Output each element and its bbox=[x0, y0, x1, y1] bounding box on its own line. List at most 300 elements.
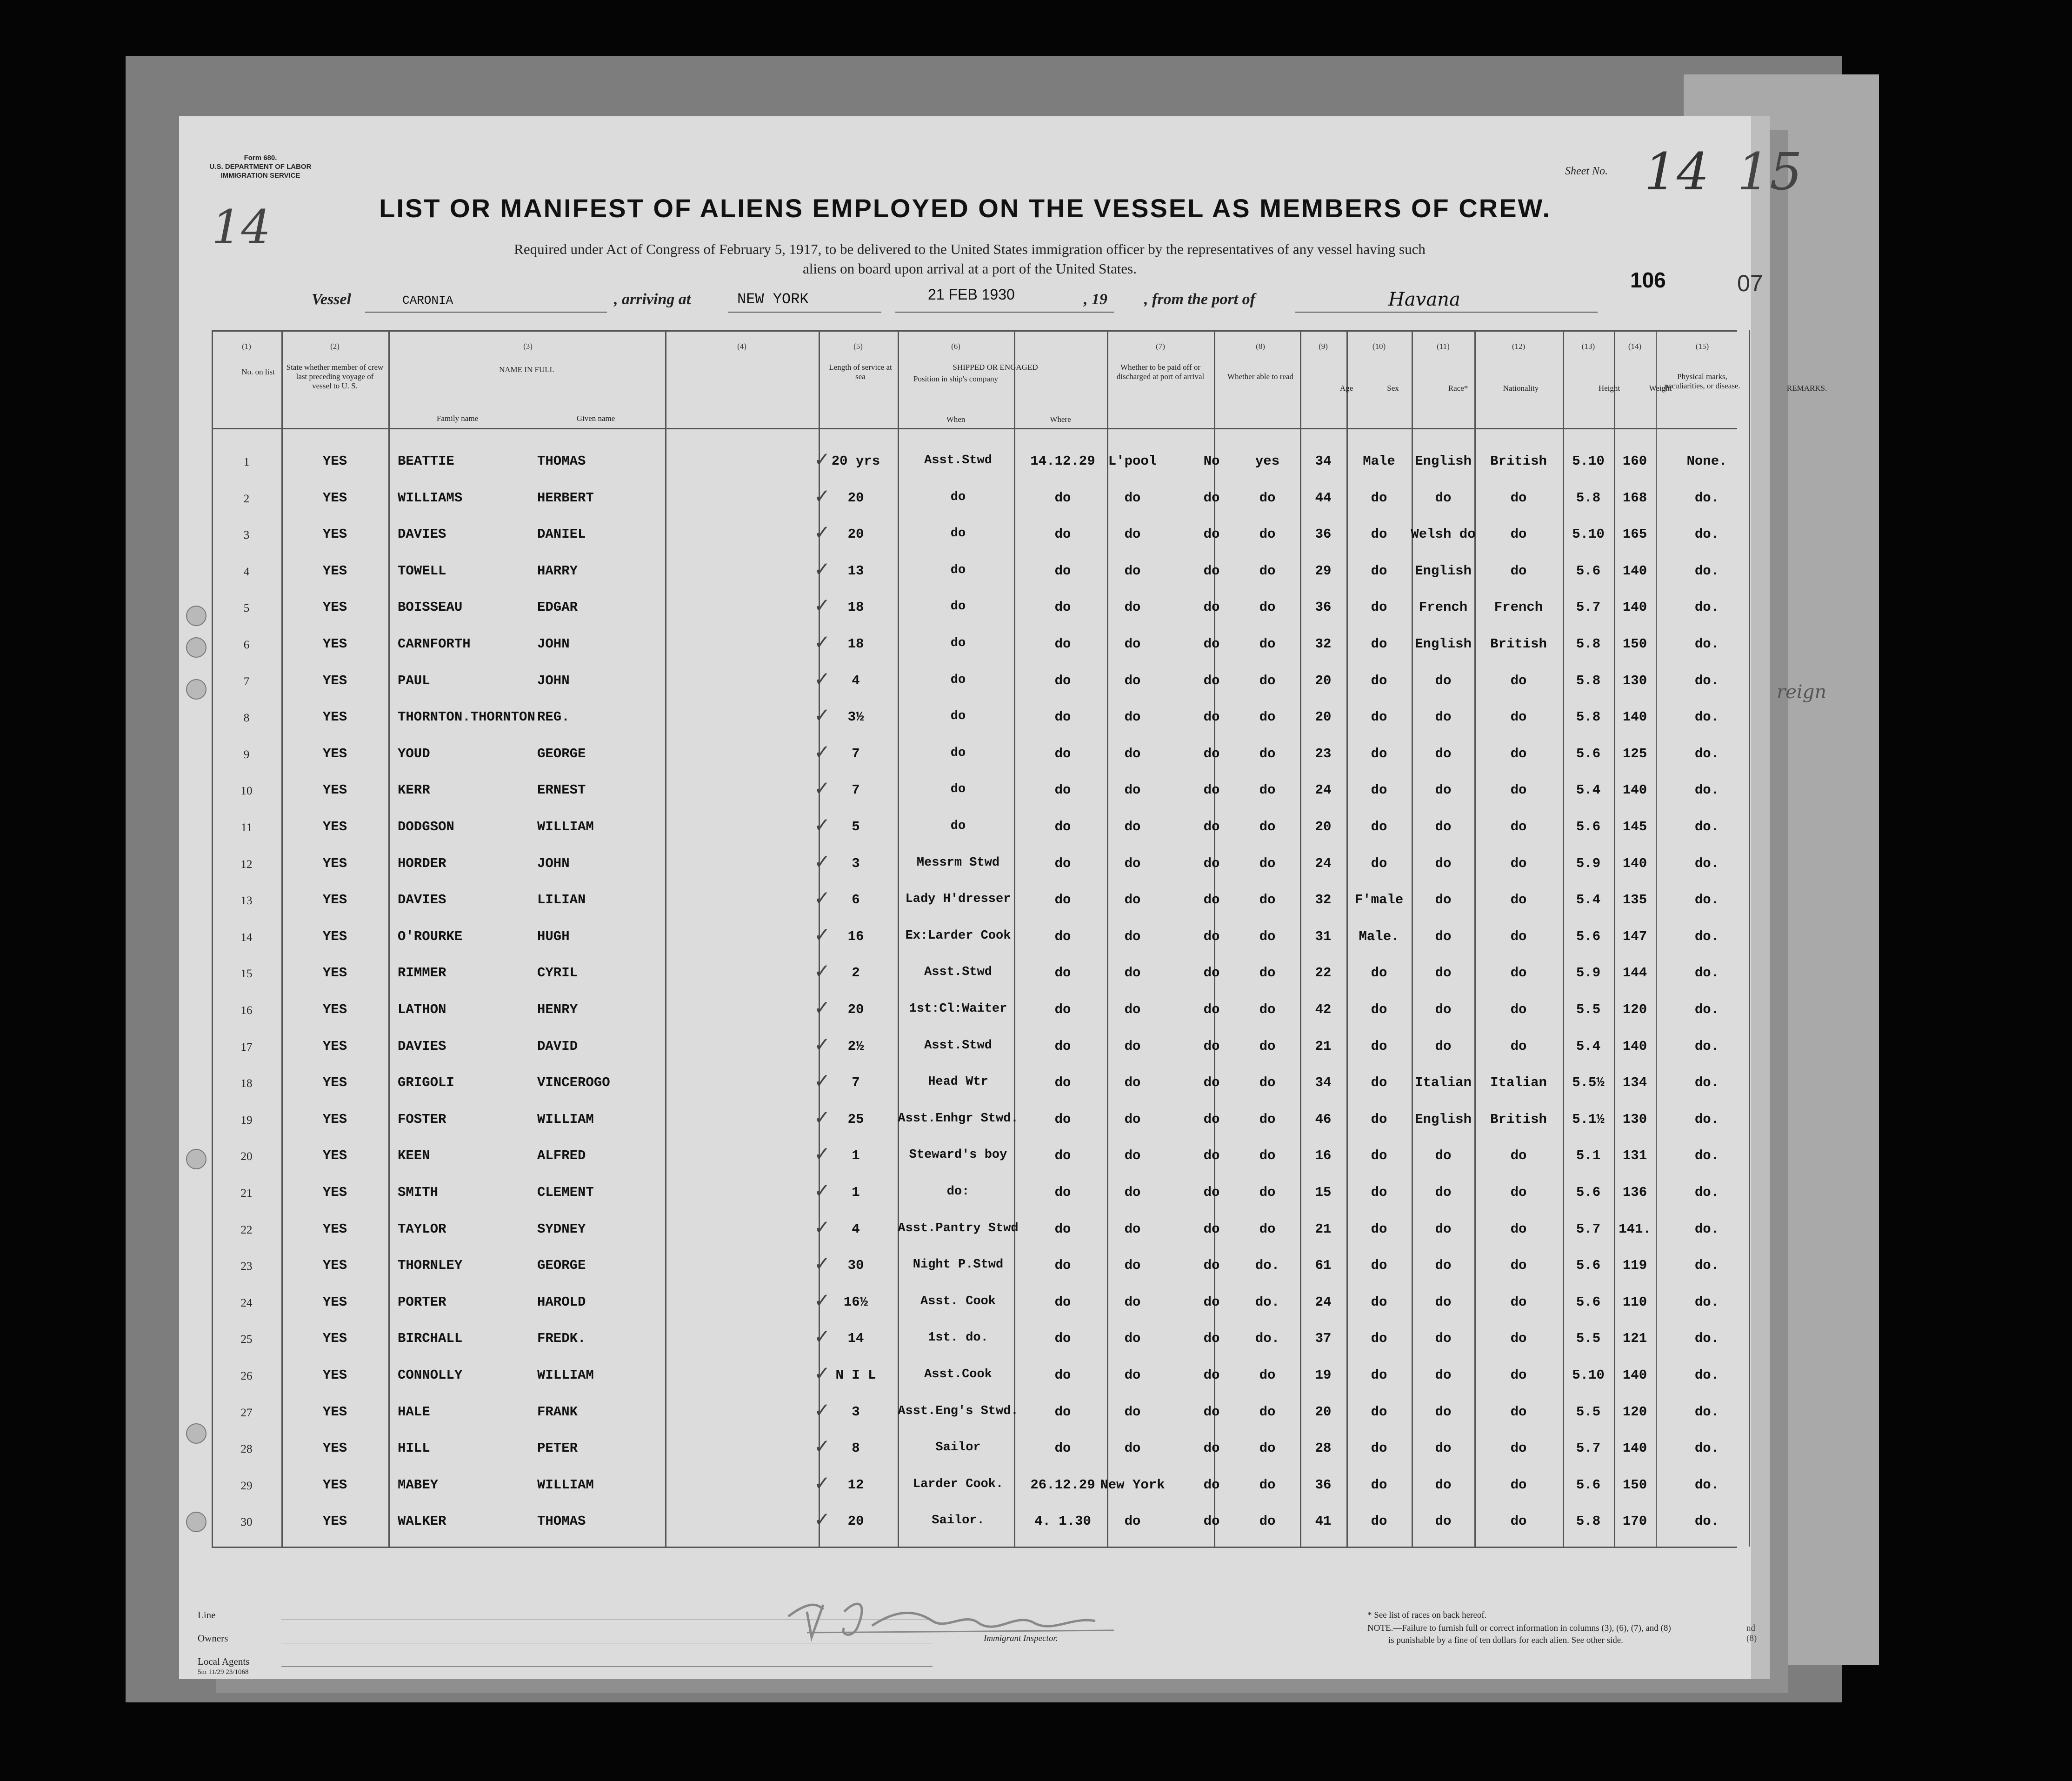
cell-height: 5.8 bbox=[1576, 1514, 1601, 1529]
cell-when: do bbox=[1054, 1441, 1071, 1456]
cell-nationality: do bbox=[1510, 1477, 1527, 1493]
cell-race: English bbox=[1415, 636, 1472, 652]
manifest-sheet bbox=[179, 116, 1827, 1679]
check-mark: ✓ bbox=[814, 777, 831, 800]
column-header-shipped: SHIPPED OR ENGAGED bbox=[953, 363, 1038, 372]
cell-race: do bbox=[1435, 1331, 1452, 1347]
cell-when: do bbox=[1054, 1294, 1071, 1310]
header-divider bbox=[212, 428, 1737, 429]
cell-marks: do. bbox=[1694, 819, 1719, 834]
check-mark: ✓ bbox=[814, 850, 831, 873]
stamp-number: 106 bbox=[1630, 268, 1666, 292]
cell-length: 3 bbox=[852, 1404, 860, 1420]
cell-given: GEORGE bbox=[537, 746, 586, 761]
cell-length: 2½ bbox=[847, 1038, 864, 1054]
cell-height: 5.8 bbox=[1576, 673, 1601, 688]
cell-given: VINCEROGO bbox=[537, 1075, 610, 1091]
cell-read: do bbox=[1259, 1404, 1276, 1420]
cell-where: do bbox=[1124, 892, 1141, 908]
cell-sex: do bbox=[1371, 1148, 1387, 1164]
cell-sex: do bbox=[1371, 673, 1387, 688]
cell-nationality: do bbox=[1510, 965, 1527, 981]
check-mark: ✓ bbox=[814, 1325, 831, 1348]
cell-when: do bbox=[1054, 563, 1071, 579]
cell-given: CYRIL bbox=[537, 965, 578, 981]
department-name: U.S. DEPARTMENT OF LABOR bbox=[209, 163, 312, 171]
cell-prev: YES bbox=[322, 855, 347, 871]
cell-age: 44 bbox=[1315, 490, 1332, 506]
cell-weight: 120 bbox=[1622, 1002, 1647, 1017]
cell-weight: 110 bbox=[1622, 1294, 1647, 1310]
cell-height: 5.6 bbox=[1576, 1258, 1601, 1274]
row-number: 9 bbox=[243, 748, 250, 761]
cell-sex: Male. bbox=[1359, 928, 1399, 944]
cell-where: do bbox=[1124, 1185, 1141, 1200]
cell-nationality: British bbox=[1490, 454, 1547, 469]
cell-height: 5.5 bbox=[1576, 1404, 1601, 1420]
cell-where: do bbox=[1124, 563, 1141, 579]
cell-prev: YES bbox=[322, 928, 347, 944]
cell-prev: YES bbox=[322, 709, 347, 725]
cell-race: do bbox=[1435, 1367, 1452, 1383]
cell-when: do bbox=[1054, 1075, 1071, 1091]
cell-paid: do bbox=[1203, 673, 1220, 688]
cell-prev: YES bbox=[322, 454, 347, 469]
arriving-port: NEW YORK bbox=[737, 291, 809, 308]
cell-race: French bbox=[1419, 600, 1468, 615]
cell-prev: YES bbox=[322, 1038, 347, 1054]
cell-family: DAVIES bbox=[398, 1038, 446, 1054]
cell-marks: do. bbox=[1694, 746, 1719, 761]
binder-hole bbox=[186, 637, 207, 658]
cell-given: EDGAR bbox=[537, 600, 578, 615]
inspector-label: Immigrant Inspector. bbox=[984, 1634, 1058, 1643]
column-number: (10) bbox=[1372, 342, 1386, 351]
cell-when: do bbox=[1054, 819, 1071, 834]
row-number: 8 bbox=[243, 712, 250, 725]
cell-where: do bbox=[1124, 1002, 1141, 1017]
cell-when: do bbox=[1054, 1258, 1071, 1274]
cell-length: 14 bbox=[847, 1331, 864, 1347]
cell-prev: YES bbox=[322, 965, 347, 981]
footer-print-code: 5m 11/29 23/1068 bbox=[198, 1668, 249, 1676]
edge-fragment: nd (8) bbox=[1746, 1623, 1757, 1643]
column-header-name: NAME IN FULL bbox=[499, 365, 554, 374]
cell-read: do bbox=[1259, 1148, 1276, 1164]
form-number: Form 680. bbox=[244, 154, 277, 162]
cell-marks: do. bbox=[1694, 1002, 1719, 1017]
cell-age: 46 bbox=[1315, 1111, 1332, 1127]
cell-prev: YES bbox=[322, 1002, 347, 1017]
row-number: 4 bbox=[243, 565, 250, 578]
cell-height: 5.6 bbox=[1576, 1185, 1601, 1200]
cell-weight: 140 bbox=[1622, 1441, 1647, 1456]
cell-sex: do bbox=[1371, 1514, 1387, 1529]
cell-marks: do. bbox=[1694, 782, 1719, 798]
cell-marks: None. bbox=[1686, 454, 1727, 469]
cell-height: 5.1 bbox=[1576, 1148, 1601, 1164]
cell-read: do bbox=[1259, 563, 1276, 579]
binder-hole bbox=[186, 1512, 207, 1532]
cell-age: 20 bbox=[1315, 673, 1332, 688]
cell-prev: YES bbox=[322, 1404, 347, 1420]
cell-weight: 147 bbox=[1622, 928, 1647, 944]
cell-nationality: French bbox=[1494, 600, 1543, 615]
cell-age: 16 bbox=[1315, 1148, 1332, 1164]
cell-read: do bbox=[1259, 636, 1276, 652]
cell-given: PETER bbox=[537, 1441, 578, 1456]
row-number: 3 bbox=[243, 529, 250, 542]
cell-paid: do bbox=[1203, 527, 1220, 542]
check-mark: ✓ bbox=[814, 923, 831, 946]
cell-read: do bbox=[1259, 1477, 1276, 1493]
cell-paid: do bbox=[1203, 1221, 1220, 1237]
row-number: 5 bbox=[243, 602, 250, 615]
cell-read: do bbox=[1259, 673, 1276, 688]
cell-length: 3 bbox=[852, 855, 860, 871]
cell-age: 36 bbox=[1315, 527, 1332, 542]
cell-age: 21 bbox=[1315, 1038, 1332, 1054]
check-mark: ✓ bbox=[814, 594, 831, 617]
cell-paid: do bbox=[1203, 600, 1220, 615]
cell-when: do bbox=[1054, 892, 1071, 908]
binder-hole bbox=[186, 1423, 207, 1444]
cell-where: do bbox=[1124, 1514, 1141, 1529]
row-number: 20 bbox=[240, 1150, 253, 1163]
cell-when: do bbox=[1054, 1038, 1071, 1054]
cell-paid: do bbox=[1203, 1477, 1220, 1493]
cell-when: do bbox=[1054, 1331, 1071, 1347]
cell-read: do bbox=[1259, 746, 1276, 761]
binder-hole bbox=[186, 1149, 207, 1169]
cell-race: do bbox=[1435, 1185, 1452, 1200]
stamp-suffix: 07 bbox=[1737, 270, 1763, 296]
binder-hole bbox=[186, 679, 207, 700]
column-header-remarks: REMARKS. bbox=[1786, 384, 1827, 393]
cell-given: WILLIAM bbox=[537, 1367, 594, 1383]
cell-length: 30 bbox=[847, 1258, 864, 1274]
column-header-age: Age bbox=[1339, 384, 1353, 393]
cell-length: 8 bbox=[852, 1441, 860, 1456]
cell-length: 12 bbox=[847, 1477, 864, 1493]
cell-given: HERBERT bbox=[537, 490, 594, 506]
cell-length: N I L bbox=[835, 1367, 876, 1383]
cell-nationality: do bbox=[1510, 746, 1527, 761]
cell-family: CARNFORTH bbox=[398, 636, 471, 652]
row-number: 19 bbox=[240, 1114, 253, 1127]
handwritten-side-number: 14 bbox=[212, 200, 271, 254]
cell-paid: do bbox=[1203, 965, 1220, 981]
cell-length: 20 bbox=[847, 1514, 864, 1529]
cell-given: HAROLD bbox=[537, 1294, 586, 1310]
column-number: (7) bbox=[1156, 342, 1165, 351]
cell-length: 18 bbox=[847, 600, 864, 615]
check-mark: ✓ bbox=[814, 521, 831, 544]
cell-family: CONNOLLY bbox=[398, 1367, 463, 1383]
cell-paid: do bbox=[1203, 563, 1220, 579]
cell-weight: 131 bbox=[1622, 1148, 1647, 1164]
cell-family: DAVIES bbox=[398, 527, 446, 542]
row-number: 13 bbox=[240, 894, 253, 907]
races-note: * See list of races on back hereof. bbox=[1367, 1610, 1487, 1620]
cell-length: 1 bbox=[852, 1148, 860, 1164]
cell-read: do bbox=[1259, 1441, 1276, 1456]
cell-read: do bbox=[1259, 782, 1276, 798]
cell-given: FREDK. bbox=[537, 1331, 586, 1347]
cell-prev: YES bbox=[322, 1441, 347, 1456]
cell-position: Asst.Cook bbox=[924, 1367, 992, 1381]
cell-position: do bbox=[950, 746, 966, 760]
cell-height: 5.7 bbox=[1576, 1441, 1601, 1456]
cell-nationality: do bbox=[1510, 1404, 1527, 1420]
cell-read: yes bbox=[1255, 454, 1280, 469]
cell-when: do bbox=[1054, 673, 1071, 688]
cell-sex: do bbox=[1371, 709, 1387, 725]
cell-weight: 134 bbox=[1622, 1075, 1647, 1091]
column-header-marks: Physical marks, peculiarities, or disease. bbox=[1664, 372, 1740, 390]
row-number: 1 bbox=[243, 456, 250, 468]
cell-height: 5.1½ bbox=[1572, 1111, 1605, 1127]
cell-sex: do bbox=[1371, 1075, 1387, 1091]
cell-prev: YES bbox=[322, 1331, 347, 1347]
cell-marks: do. bbox=[1694, 1075, 1719, 1091]
check-mark: ✓ bbox=[814, 1033, 831, 1056]
row-number: 29 bbox=[240, 1479, 253, 1492]
row-number: 15 bbox=[240, 967, 253, 981]
cell-marks: do. bbox=[1694, 1221, 1719, 1237]
cell-age: 36 bbox=[1315, 600, 1332, 615]
cell-prev: YES bbox=[322, 563, 347, 579]
cell-paid: do bbox=[1203, 892, 1220, 908]
subtitle-line-2: aliens on board upon arrival at a port of the United States. bbox=[803, 260, 1137, 277]
cell-paid: do bbox=[1203, 928, 1220, 944]
cell-read: do bbox=[1259, 1185, 1276, 1200]
column-number: (6) bbox=[951, 342, 960, 351]
check-mark: ✓ bbox=[814, 887, 831, 910]
cell-weight: 140 bbox=[1622, 855, 1647, 871]
cell-weight: 119 bbox=[1622, 1258, 1647, 1274]
cell-read: do. bbox=[1255, 1258, 1280, 1274]
column-number: (12) bbox=[1512, 342, 1526, 351]
cell-given: REG. bbox=[537, 709, 570, 725]
cell-weight: 141. bbox=[1619, 1221, 1651, 1237]
cell-paid: do bbox=[1203, 1075, 1220, 1091]
cell-family: BEATTIE bbox=[398, 454, 454, 469]
cell-prev: YES bbox=[322, 782, 347, 798]
cell-when: do bbox=[1054, 1404, 1071, 1420]
row-number: 16 bbox=[240, 1004, 253, 1017]
vessel-name: CARONIA bbox=[402, 293, 453, 307]
cell-when: do bbox=[1054, 709, 1071, 725]
cell-weight: 140 bbox=[1622, 563, 1647, 579]
cell-marks: do. bbox=[1694, 1404, 1719, 1420]
column-header-member-prev: State whether member of crew last preceding voyage of vessel to U. S. bbox=[286, 363, 384, 390]
cell-prev: YES bbox=[322, 746, 347, 761]
cell-position: Messrm Stwd bbox=[916, 855, 1000, 870]
cell-when: do bbox=[1054, 928, 1071, 944]
cell-where: do bbox=[1124, 1258, 1141, 1274]
cell-age: 22 bbox=[1315, 965, 1332, 981]
cell-race: do bbox=[1435, 1294, 1452, 1310]
cell-nationality: do bbox=[1510, 1221, 1527, 1237]
cell-position: 1st. do. bbox=[928, 1331, 988, 1345]
cell-height: 5.8 bbox=[1576, 490, 1601, 506]
cell-when: do bbox=[1054, 1185, 1071, 1200]
cell-age: 29 bbox=[1315, 563, 1332, 579]
cell-sex: do bbox=[1371, 1221, 1387, 1237]
cell-length: 16 bbox=[847, 928, 864, 944]
cell-height: 5.5 bbox=[1576, 1002, 1601, 1017]
column-number: (3) bbox=[523, 342, 533, 351]
cell-position: do bbox=[950, 673, 966, 687]
check-mark: ✓ bbox=[814, 740, 831, 763]
cell-marks: do. bbox=[1694, 1185, 1719, 1200]
cell-age: 24 bbox=[1315, 855, 1332, 871]
cell-given: WILLIAM bbox=[537, 1477, 594, 1493]
cell-sex: do bbox=[1371, 1441, 1387, 1456]
cell-position: do bbox=[950, 600, 966, 614]
cell-marks: do. bbox=[1694, 709, 1719, 725]
cell-read: do. bbox=[1255, 1331, 1280, 1347]
column-number: (13) bbox=[1581, 342, 1595, 351]
row-number: 25 bbox=[240, 1333, 253, 1346]
cell-position: do bbox=[950, 527, 966, 541]
cell-where: do bbox=[1124, 1148, 1141, 1164]
check-mark: ✓ bbox=[814, 1142, 831, 1166]
column-header-paid-off: Whether to be paid off or discharged at port of arrival bbox=[1116, 363, 1205, 381]
cell-paid: do bbox=[1203, 1367, 1220, 1383]
cell-height: 5.4 bbox=[1576, 1038, 1601, 1054]
cell-height: 5.10 bbox=[1572, 527, 1605, 542]
cell-read: do bbox=[1259, 1367, 1276, 1383]
cell-position: Asst.Pantry Stwd bbox=[898, 1221, 1019, 1235]
cell-length: 7 bbox=[852, 782, 860, 798]
footer-local-agents-label: Local Agents bbox=[198, 1656, 250, 1667]
cell-prev: YES bbox=[322, 490, 347, 506]
column-number: (4) bbox=[737, 342, 746, 351]
cell-weight: 165 bbox=[1622, 527, 1647, 542]
cell-length: 20 bbox=[847, 490, 864, 506]
cell-given: HUGH bbox=[537, 928, 570, 944]
cell-weight: 168 bbox=[1622, 490, 1647, 506]
cell-paid: do bbox=[1203, 636, 1220, 652]
cell-weight: 140 bbox=[1622, 600, 1647, 615]
vessel-label: Vessel bbox=[312, 291, 351, 308]
cell-height: 5.6 bbox=[1576, 819, 1601, 834]
cell-weight: 130 bbox=[1622, 1111, 1647, 1127]
cell-age: 32 bbox=[1315, 892, 1332, 908]
cell-prev: YES bbox=[322, 527, 347, 542]
cell-family: HORDER bbox=[398, 855, 446, 871]
cell-weight: 150 bbox=[1622, 636, 1647, 652]
cell-weight: 140 bbox=[1622, 782, 1647, 798]
cell-race: Welsh do bbox=[1411, 527, 1476, 542]
cell-marks: do. bbox=[1694, 1111, 1719, 1127]
cell-when: do bbox=[1054, 1367, 1071, 1383]
cell-paid: do bbox=[1203, 819, 1220, 834]
cell-age: 23 bbox=[1315, 746, 1332, 761]
check-mark: ✓ bbox=[814, 1106, 831, 1129]
cell-where: do bbox=[1124, 1367, 1141, 1383]
column-header-weight: Weight bbox=[1649, 384, 1672, 393]
cell-given: JOHN bbox=[537, 636, 570, 652]
from-port-label: , from the port of bbox=[1144, 291, 1255, 308]
cell-where: do bbox=[1124, 636, 1141, 652]
cell-paid: do bbox=[1203, 490, 1220, 506]
cell-nationality: do bbox=[1510, 709, 1527, 725]
cell-when: 26.12.29 bbox=[1030, 1477, 1095, 1493]
cell-where: do bbox=[1124, 746, 1141, 761]
check-mark: ✓ bbox=[814, 1508, 831, 1531]
cell-length: 13 bbox=[847, 563, 864, 579]
column-number: (8) bbox=[1256, 342, 1265, 351]
column-header-able-read: Whether able to read bbox=[1227, 372, 1294, 381]
cell-prev: YES bbox=[322, 1294, 347, 1310]
cell-height: 5.7 bbox=[1576, 600, 1601, 615]
cell-position: do: bbox=[946, 1185, 970, 1199]
cell-family: PORTER bbox=[398, 1294, 446, 1310]
cell-race: do bbox=[1435, 782, 1452, 798]
cell-where: do bbox=[1124, 490, 1141, 506]
row-number: 21 bbox=[240, 1187, 253, 1200]
cell-family: LATHON bbox=[398, 1002, 446, 1017]
cell-height: 5.4 bbox=[1576, 782, 1601, 798]
column-header-sex: Sex bbox=[1387, 384, 1399, 393]
cell-age: 34 bbox=[1315, 454, 1332, 469]
cell-position: do bbox=[950, 636, 966, 650]
cell-nationality: do bbox=[1510, 1038, 1527, 1054]
check-mark: ✓ bbox=[814, 704, 831, 727]
cell-given: DANIEL bbox=[537, 527, 586, 542]
cell-family: BOISSEAU bbox=[398, 600, 463, 615]
column-number: (1) bbox=[242, 342, 251, 351]
cell-position: Ex:Larder Cook bbox=[905, 928, 1011, 943]
cell-nationality: do bbox=[1510, 563, 1527, 579]
cell-height: 5.4 bbox=[1576, 892, 1601, 908]
cell-nationality: British bbox=[1490, 1111, 1547, 1127]
cell-read: do bbox=[1259, 1221, 1276, 1237]
cell-where: do bbox=[1124, 600, 1141, 615]
cell-given: SYDNEY bbox=[537, 1221, 586, 1237]
cell-paid: do bbox=[1203, 1002, 1220, 1017]
cell-when: do bbox=[1054, 490, 1071, 506]
cell-family: YOUD bbox=[398, 746, 430, 761]
cell-family: FOSTER bbox=[398, 1111, 446, 1127]
cell-sex: do bbox=[1371, 1258, 1387, 1274]
cell-read: do bbox=[1259, 527, 1276, 542]
cell-where: do bbox=[1124, 928, 1141, 944]
cell-marks: do. bbox=[1694, 673, 1719, 688]
cell-length: 16½ bbox=[843, 1294, 868, 1310]
cell-family: THORNTON.THORNTON bbox=[398, 709, 535, 725]
check-mark: ✓ bbox=[814, 960, 831, 983]
cell-paid: do bbox=[1203, 1294, 1220, 1310]
cell-age: 20 bbox=[1315, 1404, 1332, 1420]
cell-nationality: do bbox=[1510, 819, 1527, 834]
cell-nationality: do bbox=[1510, 1185, 1527, 1200]
cell-position: Asst.Stwd bbox=[924, 965, 992, 980]
cell-race: Italian bbox=[1415, 1075, 1472, 1091]
sheet-number: 14 bbox=[1644, 142, 1709, 201]
cell-position: Sailor bbox=[935, 1441, 981, 1455]
cell-where: L'pool bbox=[1108, 454, 1157, 469]
cell-race: do bbox=[1435, 1514, 1452, 1529]
column-header-when: When bbox=[946, 415, 966, 424]
cell-length: 5 bbox=[852, 819, 860, 834]
cell-position: Asst. Cook bbox=[920, 1294, 996, 1308]
row-number: 11 bbox=[240, 821, 253, 834]
cell-prev: YES bbox=[322, 1258, 347, 1274]
